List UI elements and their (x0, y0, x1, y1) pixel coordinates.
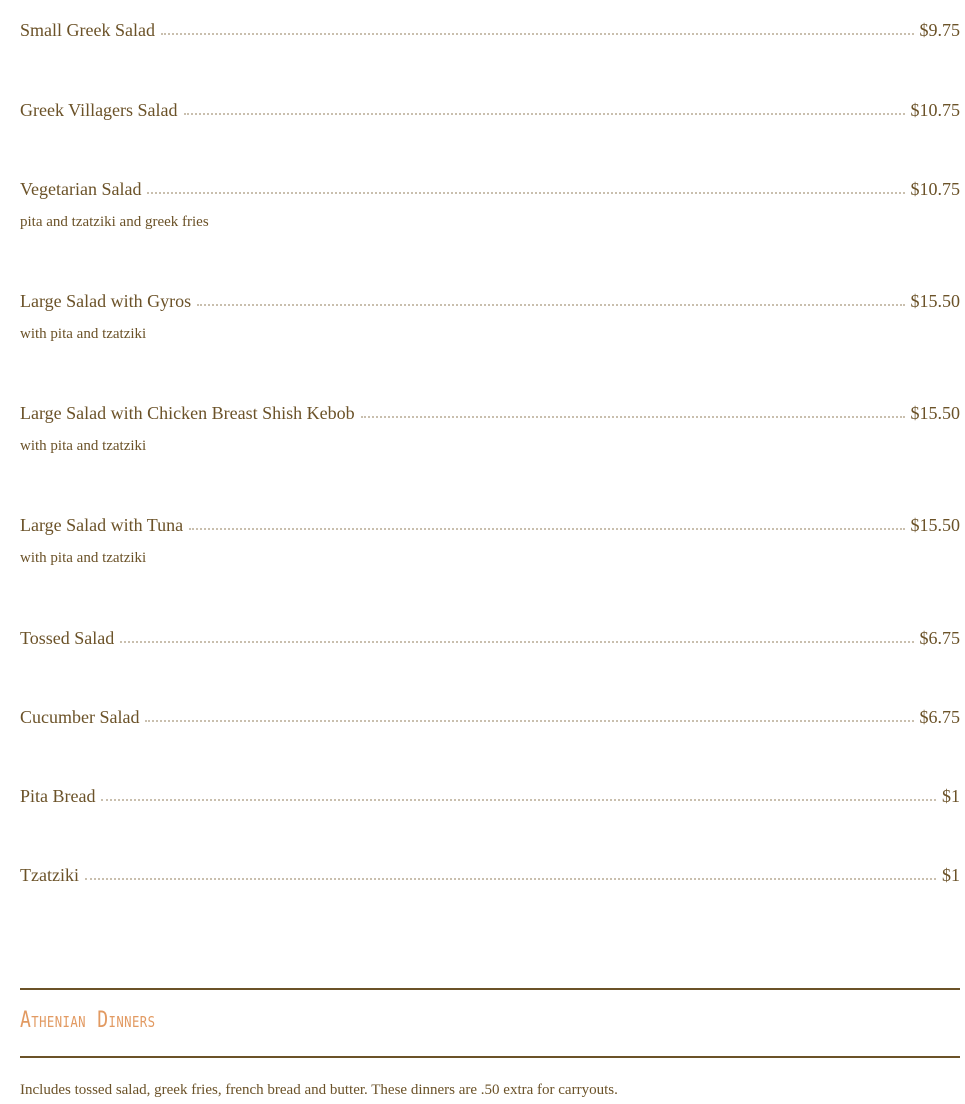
menu-item-row (20, 627, 960, 649)
menu-item-row (20, 402, 960, 424)
section-title: Athenian Dinners (20, 1008, 156, 1033)
menu-item-price: $15.50 (910, 403, 960, 423)
menu-item-row (20, 514, 960, 536)
menu-item-row (20, 99, 960, 121)
menu-item-row (20, 785, 960, 807)
menu-item-description: pita and tzatziki and greek fries (20, 214, 209, 230)
menu-item-name: Large Salad with Chicken Breast Shish Kebob (20, 403, 355, 423)
menu-item (20, 627, 960, 649)
dot-leader (145, 720, 913, 722)
dot-leader (189, 528, 904, 530)
menu-item-row (20, 178, 960, 200)
menu-item-price: $15.50 (910, 515, 960, 535)
menu-item-price: $10.75 (910, 179, 960, 199)
menu-item (20, 864, 960, 886)
menu-item-description: with pita and tzatziki (20, 438, 147, 454)
menu-item-price: $1 (942, 786, 960, 806)
menu-item-description: with pita and tzatziki (20, 326, 147, 342)
menu-item-name: Cucumber Salad (20, 707, 140, 727)
menu-item-description: with pita and tzatziki (20, 550, 147, 566)
menu-item (20, 706, 960, 728)
menu-item-price: $6.75 (919, 707, 960, 727)
menu-item-name: Tzatziki (20, 865, 79, 885)
dot-leader (161, 33, 914, 35)
menu-item (20, 19, 960, 41)
dot-leader (85, 878, 936, 880)
menu-item-price: $1 (942, 865, 960, 885)
dot-leader (120, 641, 913, 643)
menu-item-price: $6.75 (919, 628, 960, 648)
menu-item-name: Large Salad with Gyros (20, 291, 192, 311)
dot-leader (184, 113, 905, 115)
menu-item-price: $10.75 (910, 100, 960, 120)
menu-item (20, 290, 960, 343)
section-top-rule (20, 988, 960, 990)
dot-leader (197, 304, 904, 306)
dot-leader (101, 799, 936, 801)
menu-item-name: Tossed Salad (20, 628, 115, 648)
menu-item (20, 785, 960, 807)
section-bottom-rule (20, 1056, 960, 1058)
menu-item-name: Pita Bread (20, 786, 96, 806)
section-note: Includes tossed salad, greek fries, french bread and butter. These dinners are .50 extra for carryouts. (20, 1082, 618, 1098)
menu-item (20, 99, 960, 121)
menu-item-name: Large Salad with Tuna (20, 515, 184, 535)
menu-item (20, 402, 960, 455)
menu-item (20, 514, 960, 567)
menu-item-price: $15.50 (910, 291, 960, 311)
menu-item-price: $9.75 (919, 20, 960, 40)
menu-item-row (20, 864, 960, 886)
menu-item-row (20, 19, 960, 41)
menu-item (20, 178, 960, 231)
dot-leader (147, 192, 904, 194)
menu-item-name: Small Greek Salad (20, 20, 155, 40)
dot-leader (361, 416, 905, 418)
menu-item-row (20, 706, 960, 728)
menu-item-row (20, 290, 960, 312)
menu-item-name: Vegetarian Salad (20, 179, 142, 199)
menu-item-name: Greek Villagers Salad (20, 100, 178, 120)
